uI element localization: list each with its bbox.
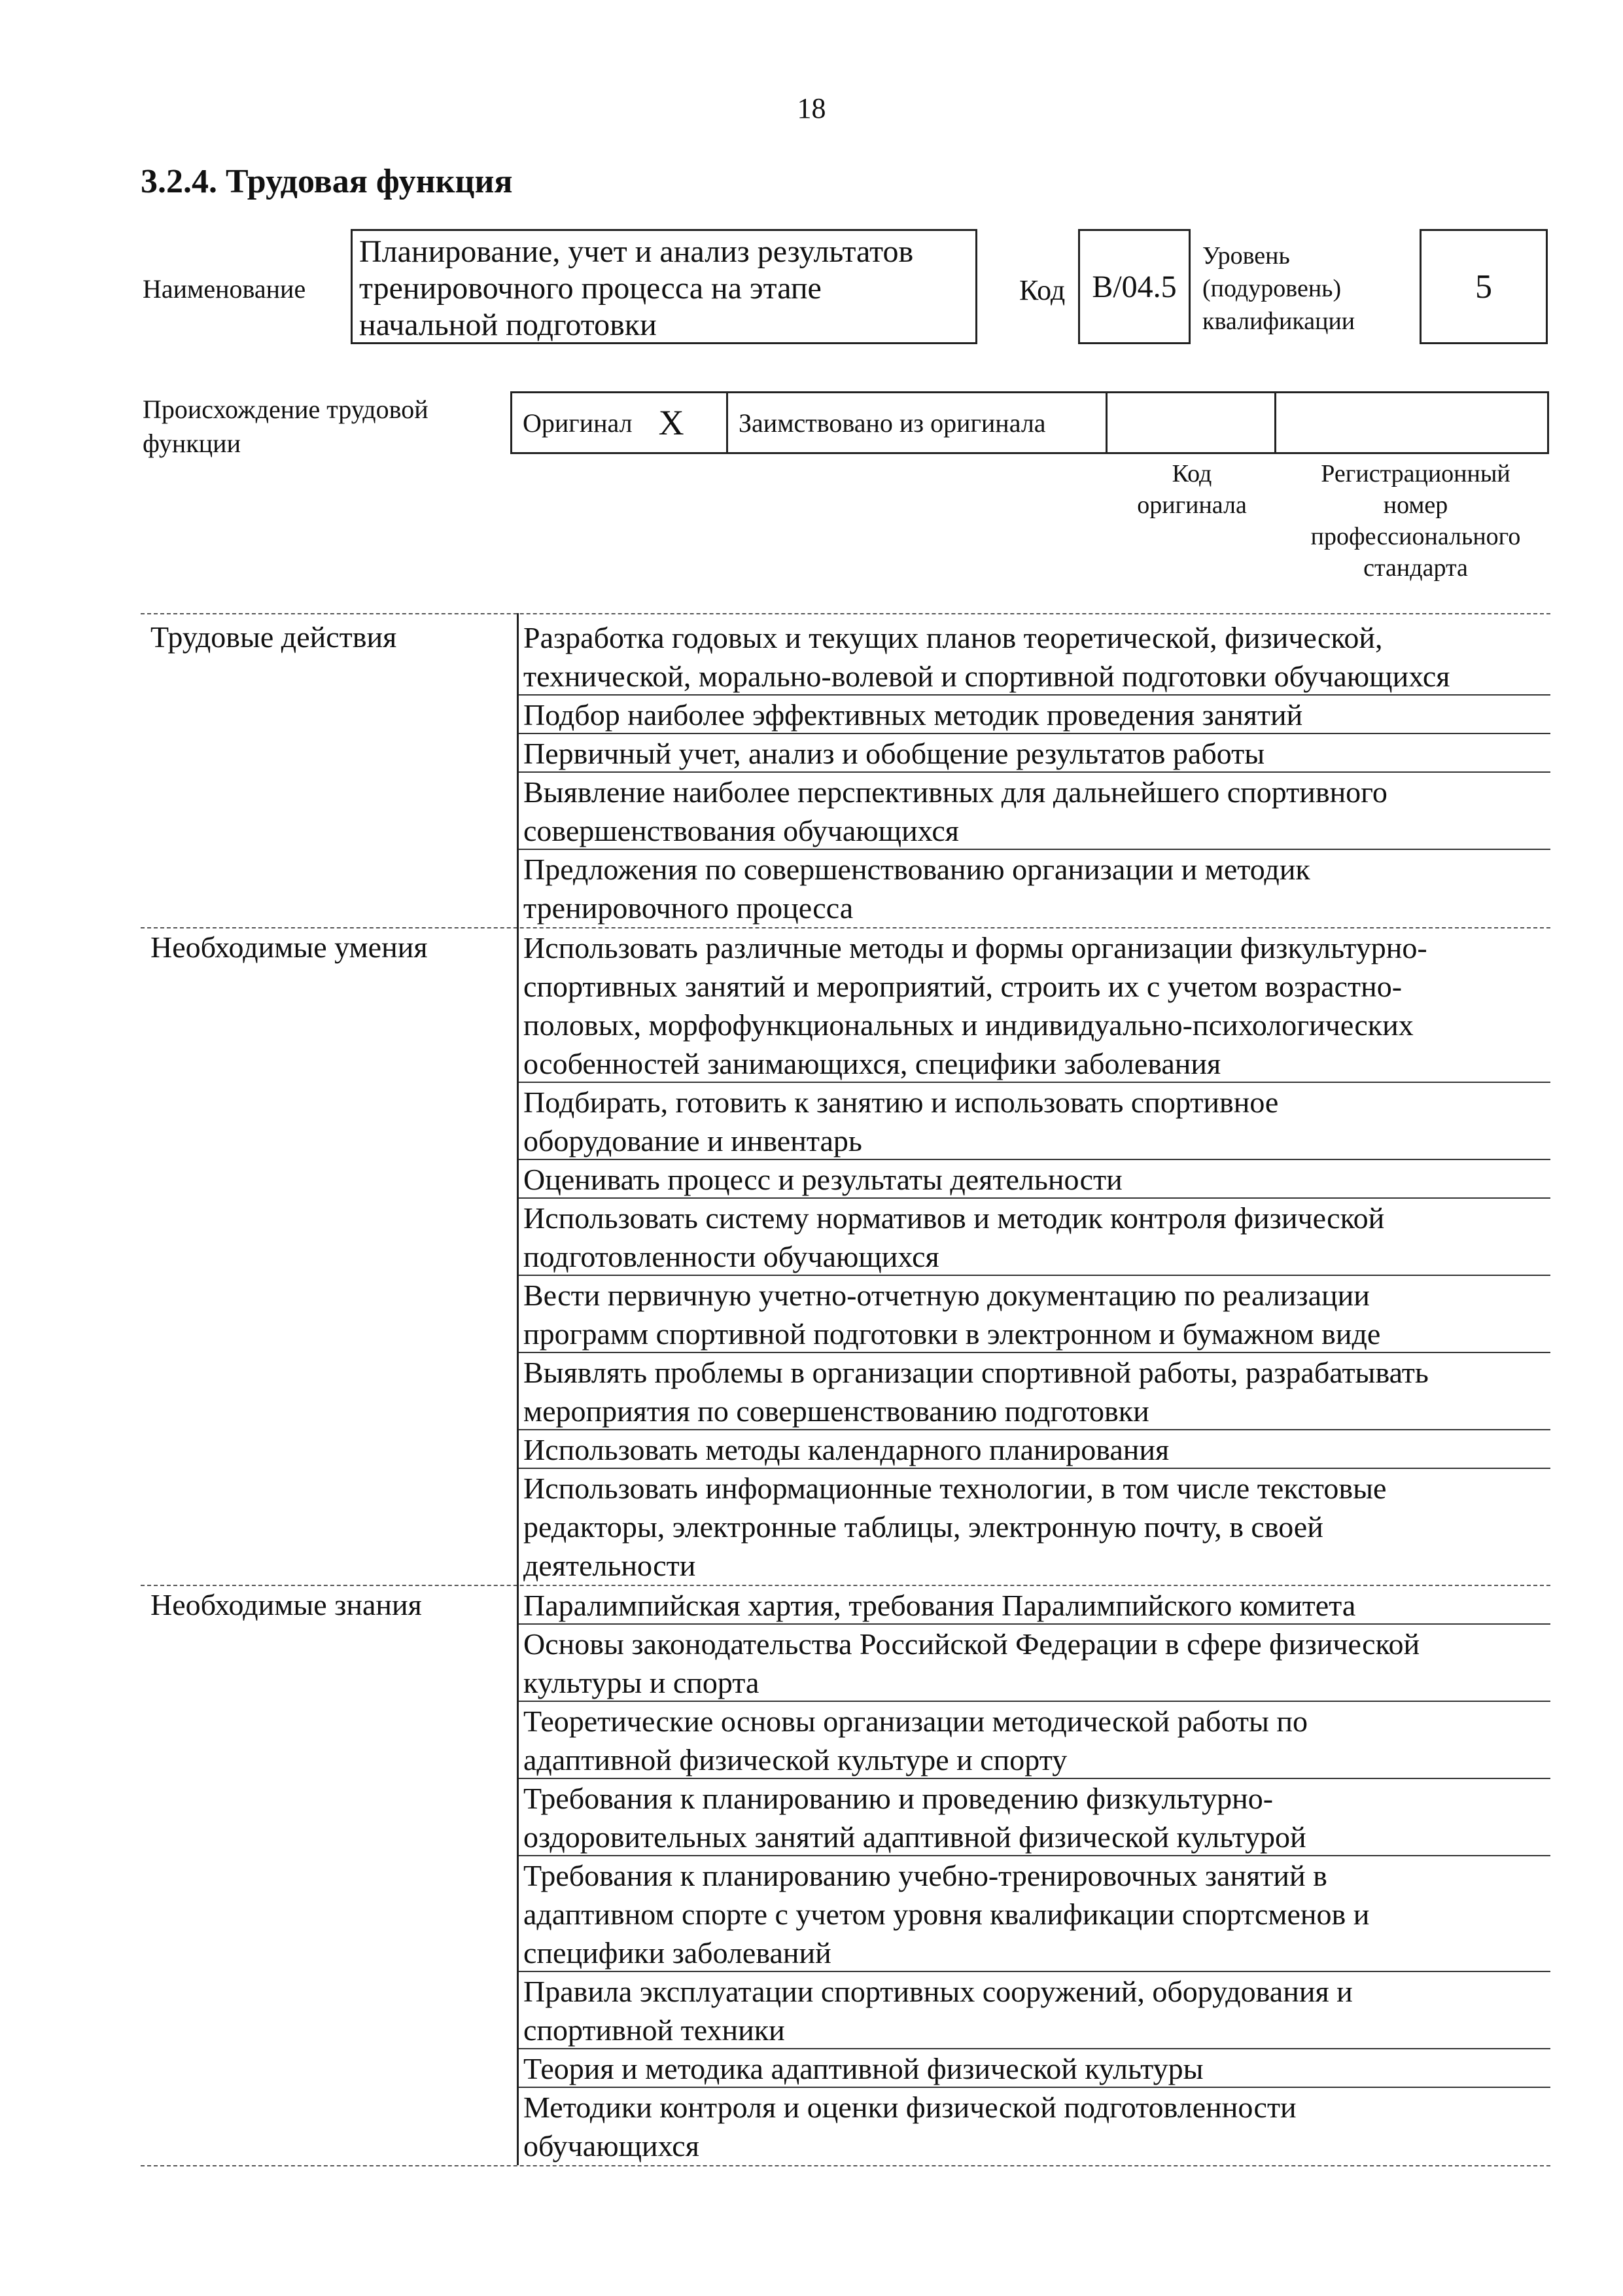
origin-code-cell	[1108, 393, 1276, 452]
list-item	[523, 850, 1550, 927]
list-item-line: мероприятия по совершенствованию подготовки	[523, 1394, 1149, 1428]
original-mark: X	[658, 403, 684, 442]
column-divider	[517, 613, 519, 927]
origin-original-cell	[512, 393, 728, 452]
section-label: Трудовые действия	[150, 620, 397, 654]
list-item	[523, 928, 1550, 1083]
origin-label	[143, 393, 428, 461]
page-number: 18	[797, 92, 826, 124]
list-item	[523, 1972, 1550, 2049]
list-item-line: Теоретические основы организации методической работы по	[523, 1704, 1308, 1738]
list-item-line: тренировочного процесса	[523, 891, 854, 925]
list-item-line: спортивных занятий и мероприятий, строить их с учетом возрастно-	[523, 970, 1403, 1003]
section-label: Необходимые умения	[150, 930, 428, 964]
list-item-line: Разработка годовых и текущих планов теоретической, физической,	[523, 621, 1383, 654]
list-item-line: Выявление наиболее перспективных для дальнейшего спортивного	[523, 775, 1387, 809]
list-item	[523, 2049, 1550, 2088]
list-item-line: оздоровительных занятий адаптивной физической культурой	[523, 1820, 1306, 1854]
code-caption-line: Код	[1172, 460, 1212, 487]
origin-borrowed-cell	[728, 393, 1108, 452]
list-item	[523, 1702, 1550, 1779]
list-item	[523, 1430, 1550, 1469]
list-item-line: Подбирать, готовить к занятию и использовать спортивное	[523, 1086, 1279, 1119]
level-value: 5	[1420, 229, 1548, 344]
list-item-line: Выявлять проблемы в организации спортивной работы, разрабатывать	[523, 1356, 1429, 1389]
table-top-rule	[141, 613, 1550, 614]
code-caption-line: оригинала	[1137, 491, 1247, 519]
borrowed-label: Заимствовано из оригинала	[739, 408, 1046, 438]
list-item-line: Использовать информационные технологии, в том числе текстовые	[523, 1472, 1387, 1505]
list-item	[523, 734, 1550, 773]
list-item	[523, 1586, 1550, 1625]
level-label	[1202, 239, 1355, 338]
list-item-line: Требования к планированию и проведению физкультурно-	[523, 1782, 1274, 1815]
list-item-line: оборудование и инвентарь	[523, 1124, 862, 1157]
list-item	[523, 1469, 1550, 1585]
name-label: Наименование	[143, 274, 306, 304]
list-item-line: адаптивном спорте с учетом уровня квалификации спортсменов и	[523, 1898, 1370, 1931]
code-value: B/04.5	[1078, 229, 1191, 344]
list-item-line: обучающихся	[523, 2129, 699, 2163]
list-item-line: деятельности	[523, 1549, 696, 1582]
section-rule	[141, 2165, 1550, 2166]
list-item-line: Использовать методы календарного планирования	[523, 1433, 1170, 1466]
level-label-line: (подуровень)	[1202, 275, 1342, 302]
list-item-line: подготовленности обучающихся	[523, 1240, 939, 1273]
section-label: Необходимые знания	[150, 1588, 422, 1621]
list-item-line: культуры и спорта	[523, 1666, 759, 1699]
list-item-line: редакторы, электронные таблицы, электронную почту, в своей	[523, 1510, 1323, 1544]
level-label-line: квалификации	[1202, 308, 1355, 335]
list-item-line: Правила эксплуатации спортивных сооружений, оборудования и	[523, 1975, 1353, 2008]
list-item-line: Предложения по совершенствованию организации и методик	[523, 853, 1310, 886]
origin-table	[510, 391, 1549, 454]
reg-caption-line: стандарта	[1363, 554, 1468, 582]
list-item-line: особенностей занимающихся, специфики заболевания	[523, 1047, 1221, 1080]
reg-caption-line: профессионального	[1310, 523, 1521, 550]
level-label-line: Уровень	[1202, 242, 1290, 270]
list-item-line: Методики контроля и оценки физической подготовленности	[523, 2091, 1297, 2124]
list-item	[523, 1083, 1550, 1160]
reg-caption-line: номер	[1383, 491, 1448, 519]
code-caption	[1107, 458, 1277, 521]
list-item-line: половых, морфофункциональных и индивидуально-психологических	[523, 1008, 1414, 1042]
origin-label-line: функции	[143, 429, 241, 458]
column-divider	[517, 1581, 519, 2165]
list-item	[523, 773, 1550, 850]
list-item-line: Оценивать процесс и результаты деятельности	[523, 1163, 1123, 1196]
list-item	[523, 1625, 1550, 1702]
list-item	[523, 1353, 1550, 1430]
list-item	[523, 1856, 1550, 1972]
list-item-line: Подбор наиболее эффективных методик проведения занятий	[523, 698, 1303, 732]
list-item-line: специфики заболеваний	[523, 1936, 831, 1969]
function-name-line: тренировочного процесса на этапе	[359, 271, 822, 306]
list-item-line: Первичный учет, анализ и обобщение результатов работы	[523, 737, 1265, 770]
list-item	[523, 1160, 1550, 1199]
list-item-line: Теория и методика адаптивной физической культуры	[523, 2052, 1204, 2085]
list-item-line: Требования к планированию учебно-тренировочных занятий в	[523, 1859, 1327, 1892]
list-item	[523, 1779, 1550, 1856]
list-item-line: спортивной техники	[523, 2013, 785, 2047]
list-item-line: адаптивной физической культуре и спорту	[523, 1743, 1068, 1776]
code-label: Код	[1019, 274, 1066, 306]
section-title: 3.2.4. Трудовая функция	[141, 163, 513, 200]
list-item	[523, 1276, 1550, 1353]
list-item-line: технической, морально-волевой и спортивной подготовки обучающихся	[523, 660, 1450, 693]
list-item	[523, 618, 1550, 696]
list-item	[523, 2088, 1550, 2165]
list-item-line: Паралимпийская хартия, требования Паралимпийского комитета	[523, 1589, 1356, 1622]
list-item-line: программ спортивной подготовки в электронном и бумажном виде	[523, 1317, 1381, 1351]
list-item-line: совершенствования обучающихся	[523, 814, 959, 847]
column-divider	[517, 923, 519, 1585]
list-item-line: Вести первичную учетно-отчетную документацию по реализации	[523, 1279, 1370, 1312]
function-name-line: начальной подготовки	[359, 308, 657, 342]
list-item	[523, 696, 1550, 734]
origin-reg-cell	[1276, 393, 1547, 452]
origin-label-line: Происхождение трудовой	[143, 395, 428, 424]
list-item-line: Использовать различные методы и формы организации физкультурно-	[523, 931, 1427, 964]
original-label: Оригинал	[523, 408, 633, 438]
list-item	[523, 1199, 1550, 1276]
list-item-line: Использовать систему нормативов и методик контроля физической	[523, 1201, 1385, 1235]
reg-caption-line: Регистрационный	[1321, 460, 1510, 487]
function-name-line: Планирование, учет и анализ результатов	[359, 234, 914, 269]
function-name-box	[351, 229, 977, 344]
list-item-line: Основы законодательства Российской Федерации в сфере физической	[523, 1627, 1420, 1661]
reg-caption	[1282, 458, 1549, 584]
